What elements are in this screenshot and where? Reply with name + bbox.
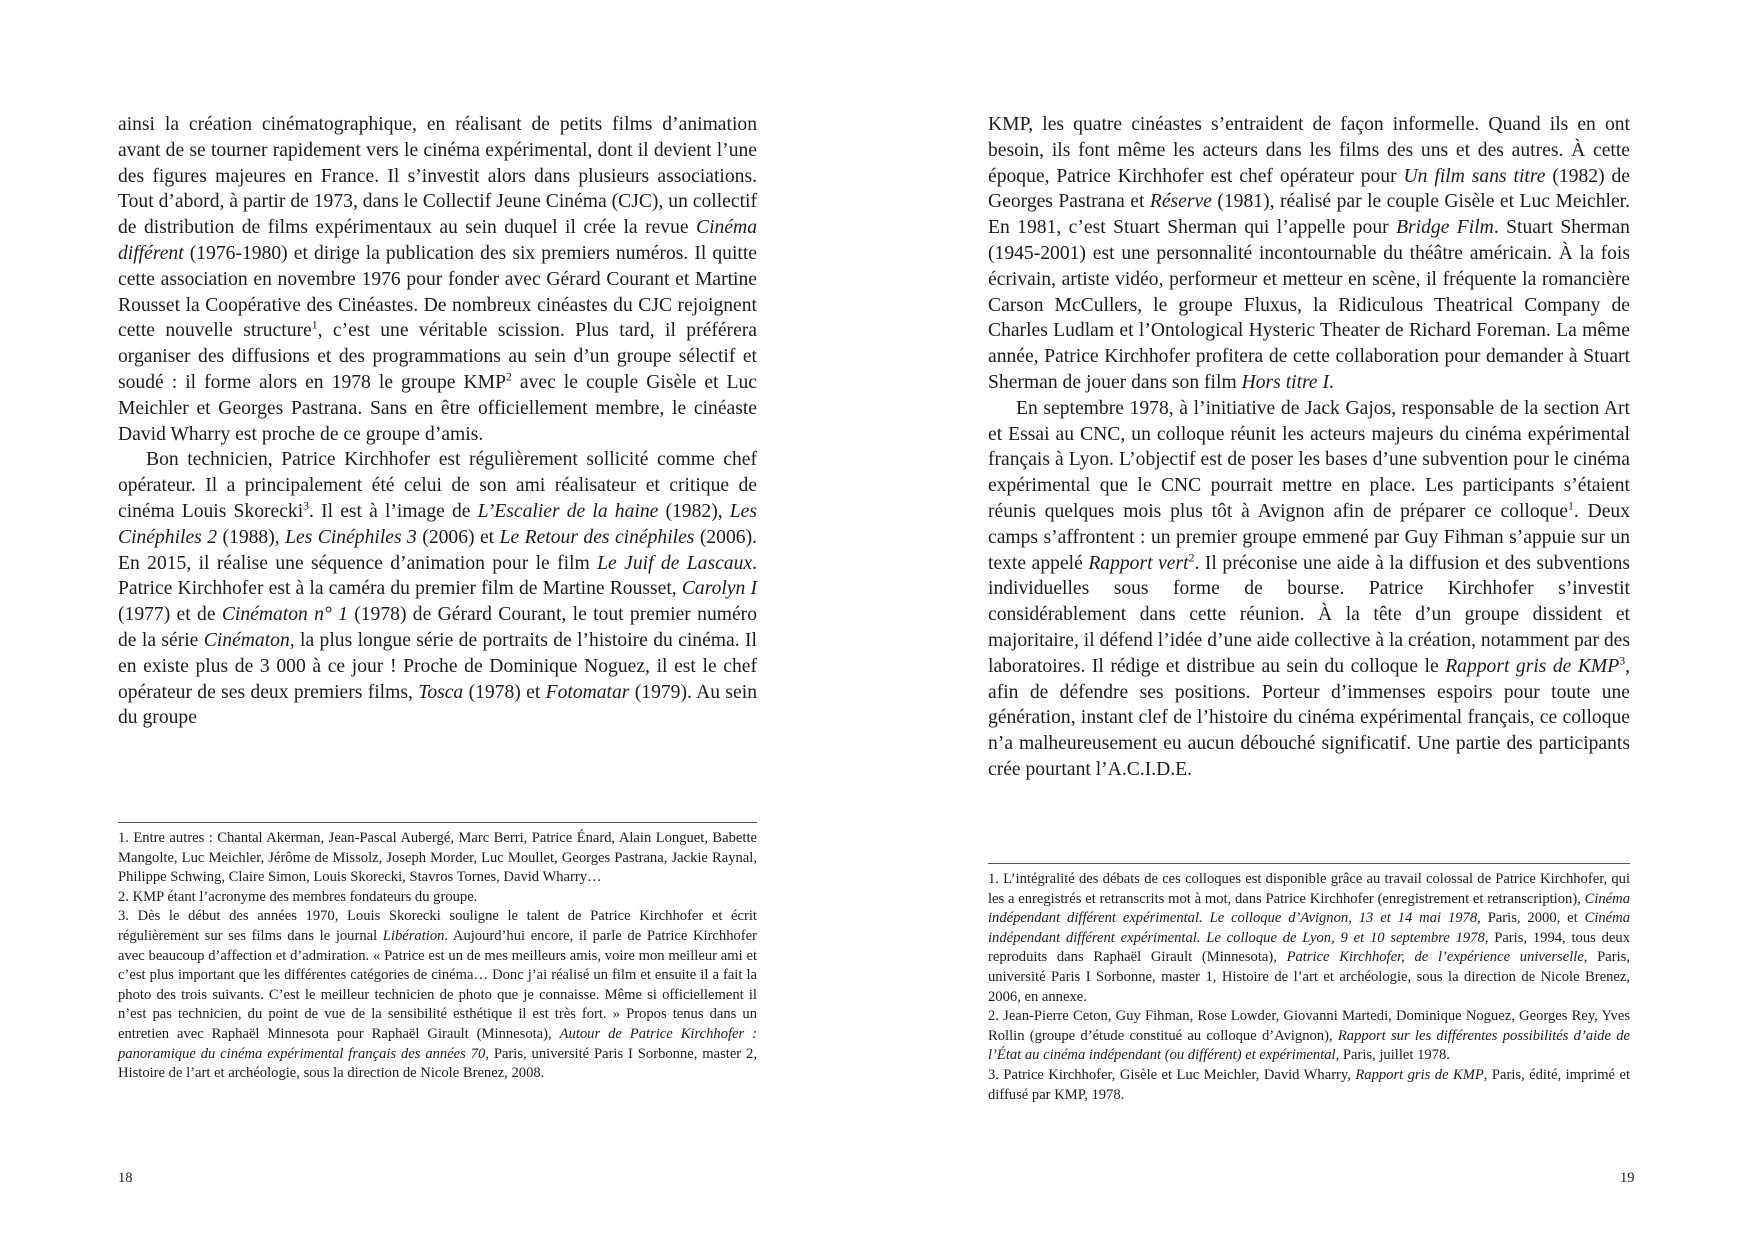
footnote-list <box>118 829 757 1084</box>
text-run: . <box>1329 371 1334 393</box>
text-run: ainsi la création cinématographique, en réalisant de petits films d’animation avant de se tourner rapidement vers le cinéma expérimental, dont il devient l’une des figures majeures en France. Il s’investit alors dans plusieurs associations. Tout d’abord, à partir de 1973, dans le Collectif Jeune Cinéma (CJC), un collectif de distribution de films expérimentaux au sein duquel il crée la revue <box>118 114 757 239</box>
italic-title: Cinéma différent <box>118 217 757 264</box>
paragraph <box>118 112 757 447</box>
italic-title: Un film sans titre <box>1403 165 1546 187</box>
paragraph <box>988 396 1630 783</box>
italic-title: Rapport gris de KMP <box>1445 655 1620 677</box>
footnote-ref: 3 <box>303 499 310 513</box>
italic-title: Hors titre I <box>1241 371 1330 393</box>
text-run: (1981), réalisé par le couple Gisèle et Luc Meichler. En 1981, c’est Stuart Sherman qui l’appelle pour <box>988 191 1630 239</box>
text-run: . Patrice Kirchhofer est à la caméra du premier film de Martine Rousset, <box>118 552 757 600</box>
text-run: (2006). En 2015, il réalise une séquence d’animation pour le film <box>118 526 757 574</box>
text-run: (1982) de Georges Pastrana et <box>988 165 1630 213</box>
text-run: KMP, les quatre cinéastes s’entraident de façon informelle. Quand ils en ont besoin, ils font même les acteurs dans les films des uns et des autres. À cette époque, Patrice Kirchhofer est chef opérateur pour <box>988 114 1630 187</box>
text-run: (1977) et de <box>118 604 222 626</box>
italic-title: Les Cinéphiles 3 <box>285 526 417 548</box>
text-run: , Paris, 2000, et <box>1477 910 1585 927</box>
italic-title: Autour de Patrice Kirchhofer : panoramique du cinéma expérimental français des années 70 <box>118 1025 757 1062</box>
text-run: , la plus longue série de portraits de l’histoire du cinéma. Il en existe plus de 3 000 à ce jour ! Proche de Dominique Noguez, il est le chef opérateur de ses deux premiers films, <box>118 629 757 703</box>
text-run: (1978) de Gérard Courant, le tout premier numéro de la série <box>118 604 758 651</box>
footnote <box>118 829 757 888</box>
footnotes <box>988 863 1630 1105</box>
text-run: . Stuart Sherman (1945-2001) est une personnalité incontournable du théâtre américain. À la fois écrivain, artiste vidéo, performeur et metteur en scène, il fréquente la romancière Carson McCullers, le groupe Fluxus, la Ridiculous Theatrical Company de Charles Ludlam et l’Ontological Hysteric Theater de Richard Foreman. La même année, Patrice Kirchhofer profitera de cette collaboration pour demander à Stuart Sherman de jouer dans son film <box>988 217 1630 393</box>
footnote-ref: 1 <box>311 318 318 332</box>
footnote <box>988 1066 1630 1105</box>
footnote <box>118 907 757 1083</box>
text-run: . Il préconise une aide à la diffusion et des subventions individuelles sous forme de bourse. Patrice Kirchhofer s’investit considérablement dans cette réunion. À la tête d’un groupe dissident et majoritaire, il défend l’idée d’une aide collective à la création, notamment par des laboratoires. Il rédige et distribue au sein du colloque le <box>988 552 1630 677</box>
text-run: (1979). Au sein du groupe <box>118 681 757 729</box>
text-run: (1976-1980) et dirige la publication des six premiers numéros. Il quitte cette association en novembre 1976 pour fonder avec Gérard Courant et Martine Rousset la Coopérative des Cinéastes. De nombreux cinéastes du CJC rejoignent cette nouvelle structure <box>118 242 757 342</box>
text-run: 1. Entre autres : Chantal Akerman, Jean-Pascal Aubergé, Marc Berri, Patrice Énard, Alain Longuet, Babette Mangolte, Luc Meichler, Jérôme de Missolz, Joseph Morder, Luc Moullet, Georges Pastrana, Jackie Raynal, Philippe Schwing, Claire Simon, Louis Skorecki, Stavros Tornes, David Wharry… <box>118 830 757 886</box>
italic-title: Libération <box>382 927 445 944</box>
right-page <box>874 0 1748 1240</box>
italic-title: Fotomatar <box>545 681 630 703</box>
text-run: 2. KMP étant l’acronyme des membres fondateurs du groupe. <box>118 888 478 905</box>
page-number: 19 <box>1620 1170 1635 1186</box>
italic-title: Le Juif de Lascaux <box>597 552 753 574</box>
text-run: , c’est une véritable scission. Plus tard, il préférera organiser des diffusions et des programmations au sein d’un groupe sélectif et soudé : il forme alors en 1978 le groupe KMP <box>118 320 757 393</box>
text-run: , Paris, 1994, tous deux reproduits dans Raphaël Girault (Minnesota), <box>988 929 1630 966</box>
footnote-ref: 2 <box>1188 551 1195 565</box>
footnote-ref: 1 <box>1567 499 1574 513</box>
italic-title: L’Escalier de la haine <box>477 500 659 522</box>
text-run: 2. Jean-Pierre Ceton, Guy Fihman, Rose Lowder, Giovanni Martedi, Dominique Noguez, Georges Rey, Yves Rollin (groupe d’étude constitué au colloque d’Avignon), <box>988 1008 1630 1044</box>
body-text <box>118 112 757 731</box>
italic-title: Rapport gris de KMP <box>1355 1066 1484 1083</box>
text-run: Bon technicien, Patrice Kirchhofer est régulièrement sollicité comme chef opérateur. Il a principalement été celui de son ami réalisateur et critique de cinéma Louis Skorecki <box>118 449 757 522</box>
text-run: (1982), <box>658 500 730 522</box>
paragraph <box>118 447 757 731</box>
body-text <box>988 112 1630 783</box>
text-run: 3. Patrice Kirchhofer, Gisèle et Luc Meichler, David Wharry, <box>988 1066 1356 1083</box>
italic-title: Rapport vert <box>1088 552 1189 574</box>
italic-title: Réserve <box>1149 191 1212 213</box>
footnote <box>988 870 1630 1007</box>
italic-title: Cinéma indépendant différent expérimental. Le colloque d’Avignon, 13 et 14 mai 1978 <box>988 890 1630 927</box>
footnote-list <box>988 870 1630 1105</box>
footnote <box>118 888 757 908</box>
text-run: (2006) et <box>416 526 500 548</box>
italic-title: Carolyn I <box>681 578 757 600</box>
text-run: , Paris, université Paris I Sorbonne, master 2, Histoire de l’art et archéologie, sous la direction de Nicole Brenez, 2008. <box>118 1045 757 1082</box>
text-run: En septembre 1978, à l’initiative de Jack Gajos, responsable de la section Art et Essai au CNC, un colloque réunit les acteurs majeurs du cinéma expérimental français à Lyon. L’objectif est de poser les bases d’une subvention pour le cinéma expérimental que le CNC pourrait mettre en place. Les participants s’étaient réunis quelques mois plus tôt à Avignon afin de préparer ce colloque <box>988 397 1630 522</box>
page-number: 18 <box>118 1170 133 1186</box>
italic-title: Les Cinéphiles 2 <box>118 500 757 548</box>
text-run: (1978) et <box>463 681 546 703</box>
italic-title: Bridge Film <box>1396 217 1494 239</box>
text-run: 3. Dès le début des années 1970, Louis Skorecki souligne le talent de Patrice Kirchhofer et écrit régulièrement sur ses films dans le journal <box>118 908 757 944</box>
italic-title: Le Retour des cinéphiles <box>499 526 695 548</box>
text-run: , Paris, université Paris I Sorbonne, master 1, Histoire de l’art et archéologie, sous la direction de Nicole Brenez, 2006, en annexe. <box>988 949 1630 1005</box>
footnotes <box>118 822 757 1084</box>
footnote-rule <box>118 822 757 823</box>
footnote-ref: 2 <box>505 370 512 384</box>
italic-title: Cinématon n° 1 <box>221 604 348 626</box>
italic-title: Patrice Kirchhofer, de l’expérience universelle <box>1286 949 1584 966</box>
text-run: avec le couple Gisèle et Luc Meichler et Georges Pastrana. Sans en être officiellement membre, le cinéaste David Wharry est proche de ce groupe d’amis. <box>118 371 757 445</box>
footnote-ref: 3 <box>1619 654 1626 668</box>
italic-title: Cinématon <box>203 629 290 651</box>
italic-title: Tosca <box>418 681 464 703</box>
text-run: , Paris, édité, imprimé et diffusé par KMP, 1978. <box>988 1066 1630 1103</box>
footnote <box>988 1007 1630 1066</box>
paragraph <box>988 112 1630 396</box>
text-run: 1. L’intégralité des débats de ces colloques est disponible grâce au travail colossal de Patrice Kirchhofer, qui les a enregistrés et retranscrits mot à mot, dans Patrice Kirchhofer (enregistrement et retranscription), <box>988 871 1630 907</box>
text-run: (1988), <box>217 526 286 548</box>
text-run: . Aujourd’hui encore, il parle de Patrice Kirchhofer avec beaucoup d’affection et d’admiration. « Patrice est un de mes meilleurs amis, voire mon meilleur ami et c’est plus important que les différentes catégories de cinéma… Donc j’ai réalisé un film et ensuite il a fait la photo des trois suivants. C’est le meilleur technicien de photo que je connaisse. Même si officiellement il n’est pas technicien, du point de vue de la sensibilité esthétique il est très fort. » Propos tenus dans un entretien avec Raphaël Minnesota pour Raphaël Girault (Minnesota), <box>118 927 757 1042</box>
footnote-rule <box>988 863 1630 864</box>
italic-title: Cinéma indépendant différent expérimental. Le colloque de Lyon, 9 et 10 septembre 1978 <box>988 910 1630 946</box>
italic-title: Rapport sur les différentes possibilités d’aide de l’État au cinéma indépendant (ou différent) et expérimental <box>988 1027 1630 1064</box>
text-run: . Deux camps s’affrontent : un premier groupe emmené par Guy Fihman s’appuie sur un texte appelé <box>988 500 1630 574</box>
text-run: . Il est à l’image de <box>309 500 478 522</box>
text-run: , afin de défendre ses positions. Porteur d’immenses espoirs pour toute une génération, instant clef de l’histoire du cinéma expérimental français, ce colloque n’a malheureusement eu aucun débouché significatif. Une partie des participants crée pourtant l’A.C.I.D.E. <box>988 655 1631 780</box>
text-run: , Paris, juillet 1978. <box>1335 1047 1450 1064</box>
